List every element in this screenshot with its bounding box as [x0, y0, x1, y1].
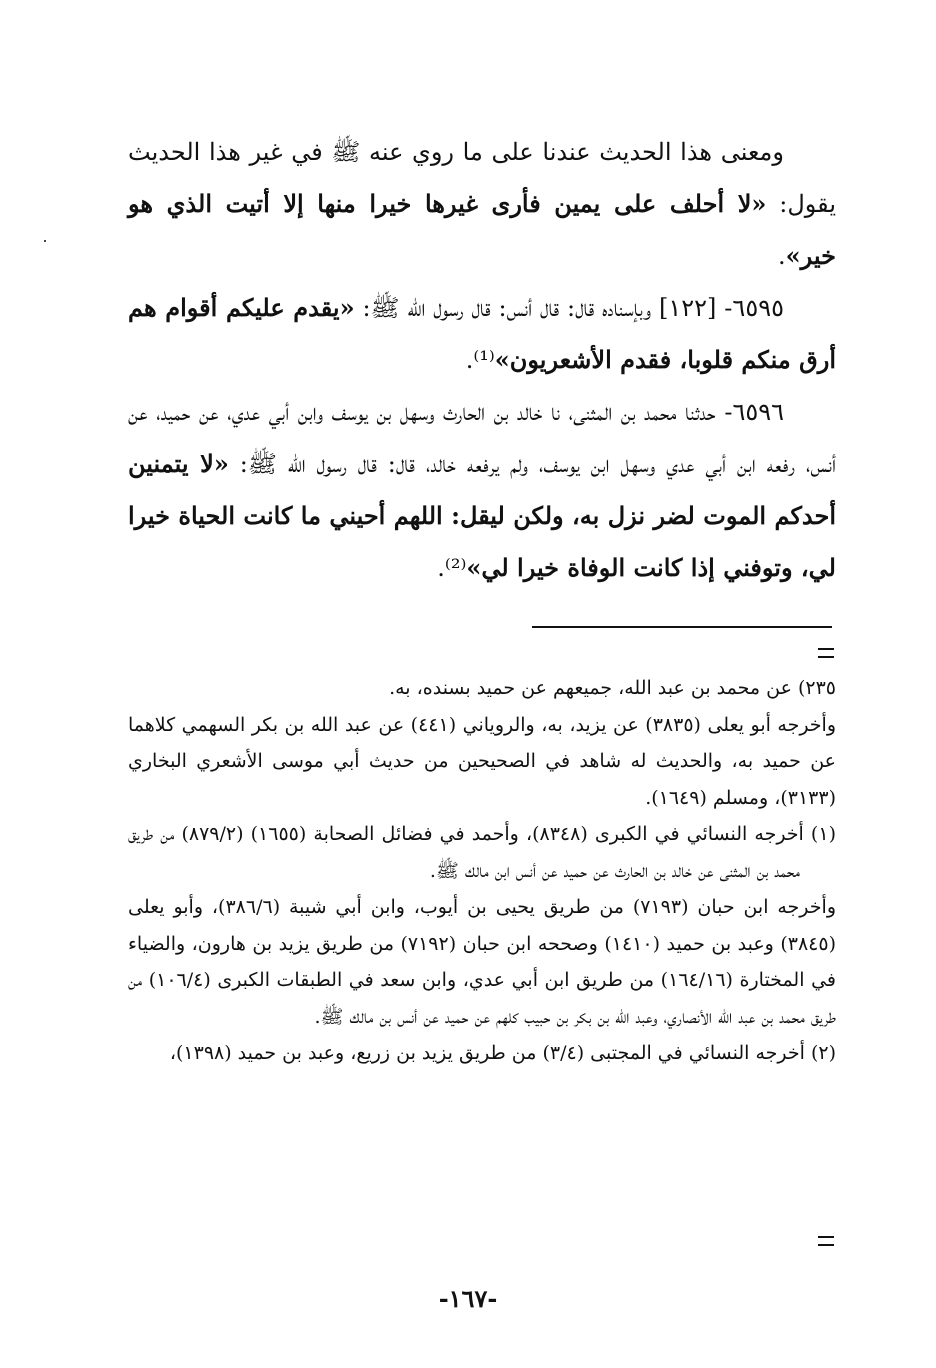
main-text — [128, 126, 836, 594]
footnote-separator — [532, 626, 832, 628]
continuation-mark — [818, 1236, 834, 1246]
footnotes — [128, 670, 836, 1072]
footnote-1-continuation: وأخرجه ابن حبان (٧١٩٣) من طريق يحيى بن أيوب، وابن أبي شيبة (٣٨٦/٦)، وأبو يعلى (٣٨٤٥) وعبد بن حميد (١٤١٠) وصححه ابن حبان (٧١٩٢) من طريق يزيد بن هارون، والضياء في المختارة (١٦٤/١٦) من طريق ابن أبي عدي، وابن سعد في الطبقات الكبرى (١٠٦/٤) من طريق محمد بن عبد الله الأنصاري، وعبد الله بن بكر بن حبيب كلهم عن حميد عن أنس بن مالك ﷺ. — [128, 896, 836, 1028]
footnote-continuation: وأخرجه أبو يعلى (٣٨٣٥) عن يزيد، به، والروياني (٤٤١) عن عبد الله بن بكر السهمي كلاهما عن حميد به، والحديث له شاهد في الصحيحين من حديث أبي موسى الأشعري البخاري (٣١٣٣)، ومسلم (١٦٤٩). — [128, 713, 837, 809]
footnote-1: (١) أخرجه النسائي في الكبرى (٨٣٤٨)، وأحمد في فضائل الصحابة (١٦٥٥) (٨٧٩/٢) من طريق محمد بن المثنى عن خالد بن الحارث عن حميد عن أنس ابن مالك ﷺ. — [128, 823, 836, 882]
hadith-quote: «يقدم عليكم أقوام هم أرق منكم قلوبا، فقدم الأشعريون» — [128, 293, 836, 374]
hadith-quote: «لا أحلف على يمين فأرى غيرها خيرا منها إلا أتيت الذي هو خير» — [128, 189, 836, 270]
paragraph-commentary — [128, 126, 836, 282]
commentary-text: ومعنى هذا الحديث عندنا على ما روي عنه ﷺ في غير هذا الحديث يقول: — [128, 138, 836, 218]
isnad-text: ٦٥٩٥- [١٢٢] وبإسناده قال: قال أنس: قال رسول الله ﷺ: — [354, 294, 784, 322]
isnad-text: ٦٥٩٦- حدثنا محمد بن المثنى، نا خالد بن الحارث وسهل بن يوسف وابن أبي عدي، عن حميد، عن أنس، رفعه ابن أبي عدي وسهل ابن يوسف، ولم يرفعه خالد، قال: قال رسول الله ﷺ: — [128, 398, 836, 478]
punctuation: . — [778, 242, 786, 270]
hadith-quote: «لا يتمنين أحدكم الموت لضر نزل به، ولكن ليقل: اللهم أحيني ما كانت الحياة خيرا لي، وتوفني إذا كانت الوفاة خيرا لي» — [128, 449, 836, 582]
scan-speck — [44, 240, 46, 242]
footnote-2: (٢) أخرجه النسائي في المجتبى (٣/٤) من طريق يزيد بن زريع، وعبد بن حميد (١٣٩٨)، — [169, 1042, 836, 1064]
footnote-continuation: ٢٣٥) عن محمد بن عبد الله، جميعهم عن حميد بسنده، به. — [389, 677, 836, 699]
footnote-ref: ⁽²⁾. — [437, 554, 467, 582]
paragraph-hadith-6596 — [128, 386, 836, 594]
continuation-mark — [818, 648, 834, 658]
paragraph-hadith-6595 — [128, 282, 836, 386]
footnote-ref: ⁽¹⁾. — [465, 346, 495, 374]
page-number: -١٦٧- — [438, 1284, 498, 1313]
